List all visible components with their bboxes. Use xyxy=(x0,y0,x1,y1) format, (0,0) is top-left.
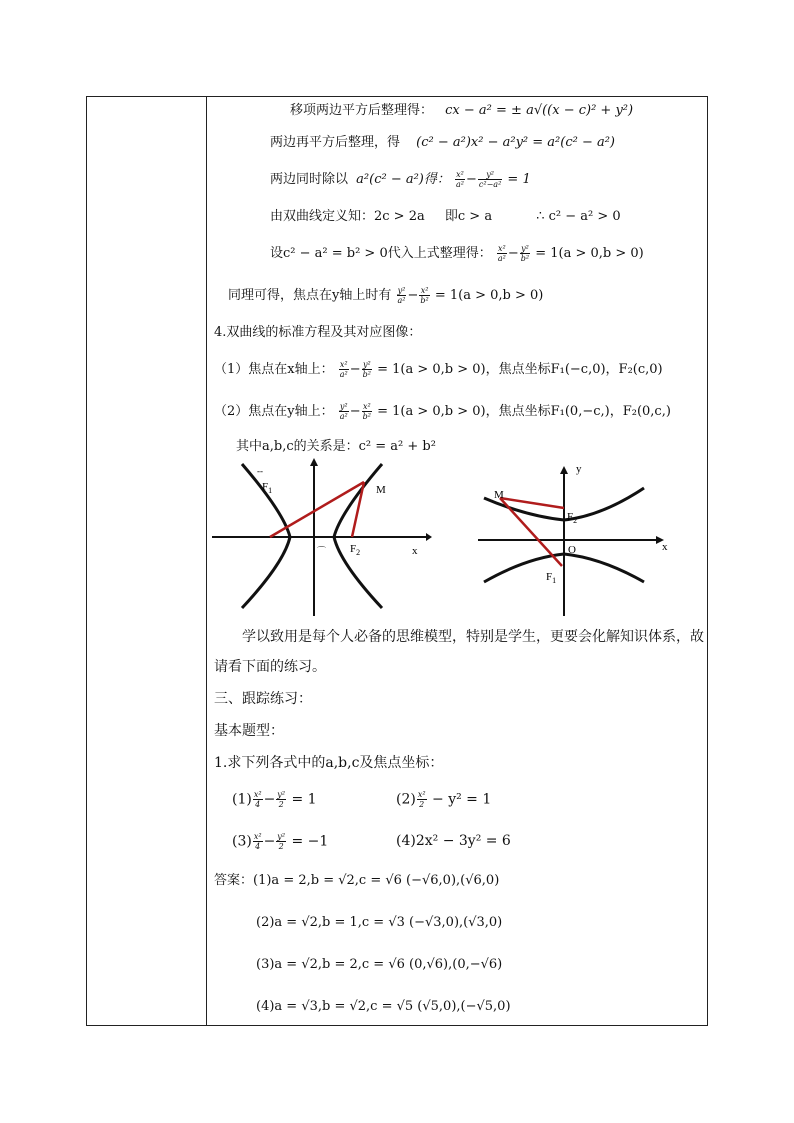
label-tick: -- xyxy=(257,466,263,476)
answer-1: 答案：(1)a = 2,b = √2,c = √6 (−√6,0),(√6,0) xyxy=(214,873,500,888)
section-4-title: 4.双曲线的标准方程及其对应图像： xyxy=(214,325,422,340)
label-origin: ⌒ xyxy=(317,546,327,556)
step-5: 设c² − a² = b² > 0代入上式整理得： $\frac{\text{x²}}{\text{a²}}$ − $\frac{\text{y²}}{\text{b²}}$ = 1(a > 0,b > 0) xyxy=(270,244,644,263)
label-y: y xyxy=(576,463,582,475)
label-x: x xyxy=(412,545,418,557)
paragraph-application: 学以致用是每个人必备的思维模型，特别是学生，更要会化解知识体系，故请看下面的练习。 xyxy=(214,629,704,675)
step-3: 两边同时除以 a²(c² − a²)得： $\frac{\text{x²}}{\text{a²}}$ − $\frac{\text{y²}}{\text{c²−a²}}$ = 1 xyxy=(270,170,531,189)
figure-hyperbola-x xyxy=(212,458,432,616)
answer-3: (3)a = √2,b = 2,c = √6 (0,√6),(0,−√6) xyxy=(256,957,503,972)
step-2: 两边再平方后整理，得 (c² − a²)x² − a²y² = a²(c² − a²) xyxy=(270,135,616,150)
label-F2: $F_2$ xyxy=(350,543,361,557)
question-1: 1.求下列各式中的a,b,c及焦点坐标： xyxy=(214,755,444,771)
x-axis-arrow xyxy=(426,533,432,541)
answer-4: (4)a = √3,b = √2,c = √5 (√5,0),(−√5,0) xyxy=(256,999,511,1014)
y-axis-arrow xyxy=(560,466,568,474)
label-M: M xyxy=(376,484,386,496)
label-F2: $F_2$ xyxy=(567,511,578,525)
case-y-axis: （2）焦点在y轴上： $\frac{\text{y²}}{\text{a²}}$ − $\frac{\text{x²}}{\text{b²}}$ = 1(a > 0,b > 0)，焦点坐标F₁(0,−c,)，F₂(0,c,) xyxy=(214,402,671,421)
y-axis-arrow xyxy=(310,458,318,466)
step-6: 同理可得，焦点在y轴上时有 $\frac{\text{y²}}{\text{a²}}$ − $\frac{\text{x²}}{\text{b²}}$ = 1(a > 0,b > 0) xyxy=(228,286,544,305)
abc-relation: 其中a,b,c的关系是：c² = a² + b² xyxy=(236,439,436,454)
segment-M-F1 xyxy=(500,498,562,566)
label-O: O xyxy=(568,544,576,556)
figure-hyperbola-y xyxy=(478,458,678,616)
exercise-4: (4)2x² − 3y² = 6 xyxy=(396,833,511,849)
exercise-2: (2) $\frac{\text{x²}}{2}$ − y² = 1 xyxy=(396,790,492,809)
answer-2: (2)a = √2,b = 1,c = √3 (−√3,0),(√3,0) xyxy=(256,915,503,930)
exercise-1: (1) $\frac{\text{x²}}{4}$ − $\frac{\text{y²}}{2}$ = 1 xyxy=(232,790,317,809)
segment-M-F2 xyxy=(352,482,364,537)
label-x: x xyxy=(662,541,668,553)
step-1: 移项两边平方后整理得： cx − a² = ± a√((x − c)² + y²) xyxy=(290,103,634,118)
step-4: 由双曲线定义知：2c > 2a 即c > a ∴ c² − a² > 0 xyxy=(270,209,621,224)
exercise-3: (3) $\frac{\text{x²}}{4}$ − $\frac{\text{y²}}{2}$ = −1 xyxy=(232,832,329,851)
table-column-divider xyxy=(206,96,207,1026)
case-x-axis: （1）焦点在x轴上： $\frac{\text{x²}}{\text{a²}}$ − $\frac{\text{y²}}{\text{b²}}$ = 1(a > 0,b > 0)，焦点坐标F₁(−c,0)，F₂(c,0) xyxy=(214,360,663,379)
section-3-title: 三、跟踪练习： xyxy=(214,691,312,707)
basic-title: 基本题型： xyxy=(214,723,284,739)
label-F1: $F_1$ xyxy=(262,481,273,495)
label-F1: $F_1$ xyxy=(546,571,557,585)
label-M: M xyxy=(494,489,504,501)
segment-F1-M xyxy=(270,482,364,537)
